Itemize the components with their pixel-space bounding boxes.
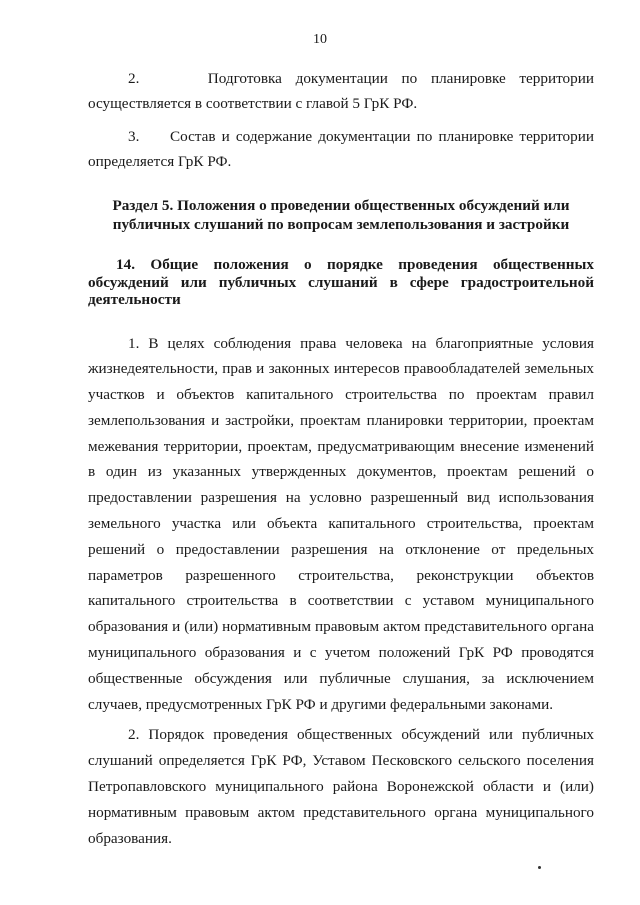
paragraph-2: 2. Подготовка документации по планировке территории осуществляется в соответствии с главой 5 ГрК РФ. bbox=[88, 70, 594, 112]
scan-speck bbox=[538, 866, 541, 869]
document-body bbox=[88, 66, 594, 851]
article-paragraph-1: 1. В целях соблюдения права человека на благоприятные условия жизнедеятельности, прав и законных интересов правообладателей земельных участков и объектов капитального строительства по проектам правил землепользования и застройки, проектам планировки территории, проектам межевания территории, проектам, предусматривающим внесение изменений в один из указанных утвержденных документов, проектам решений о предоставлении разрешения на условно разрешенный вид использования земельного участка или объекта капитального строительства, проектам решений о предоставлении разрешения на отклонение от предельных параметров разрешенного строительства, реконструкции объектов капитального строительства в соответствии с уставом муниципального образования и (или) нормативным правовым актом представительного органа муниципального образования и с учетом положений ГрК РФ проводятся общественные обсуждения или публичные слушания, за исключением случаев, предусмотренных ГрК РФ и другими федеральными законами. bbox=[88, 334, 594, 713]
page-number: 10 bbox=[313, 32, 327, 47]
paragraph-3: 3. Состав и содержание документации по планировке территории определяется ГрК РФ. bbox=[88, 128, 594, 170]
article-title: 14. Общие положения о порядке проведения общественных обсуждений или публичных слушаний в сфере градостроительной деятельности bbox=[88, 256, 594, 308]
article-paragraph-2: 2. Порядок проведения общественных обсуждений или публичных слушаний определяется ГрК РФ, Уставом Песковского сельского поселения Петропавловского муниципального района Воронежской области и (или) нормативным правовым актом представительного органа муниципального образования. bbox=[88, 726, 594, 847]
section-title: Раздел 5. Положения о проведении общественных обсуждений или публичных слушаний по вопросам землепользования и застройки bbox=[112, 197, 570, 233]
